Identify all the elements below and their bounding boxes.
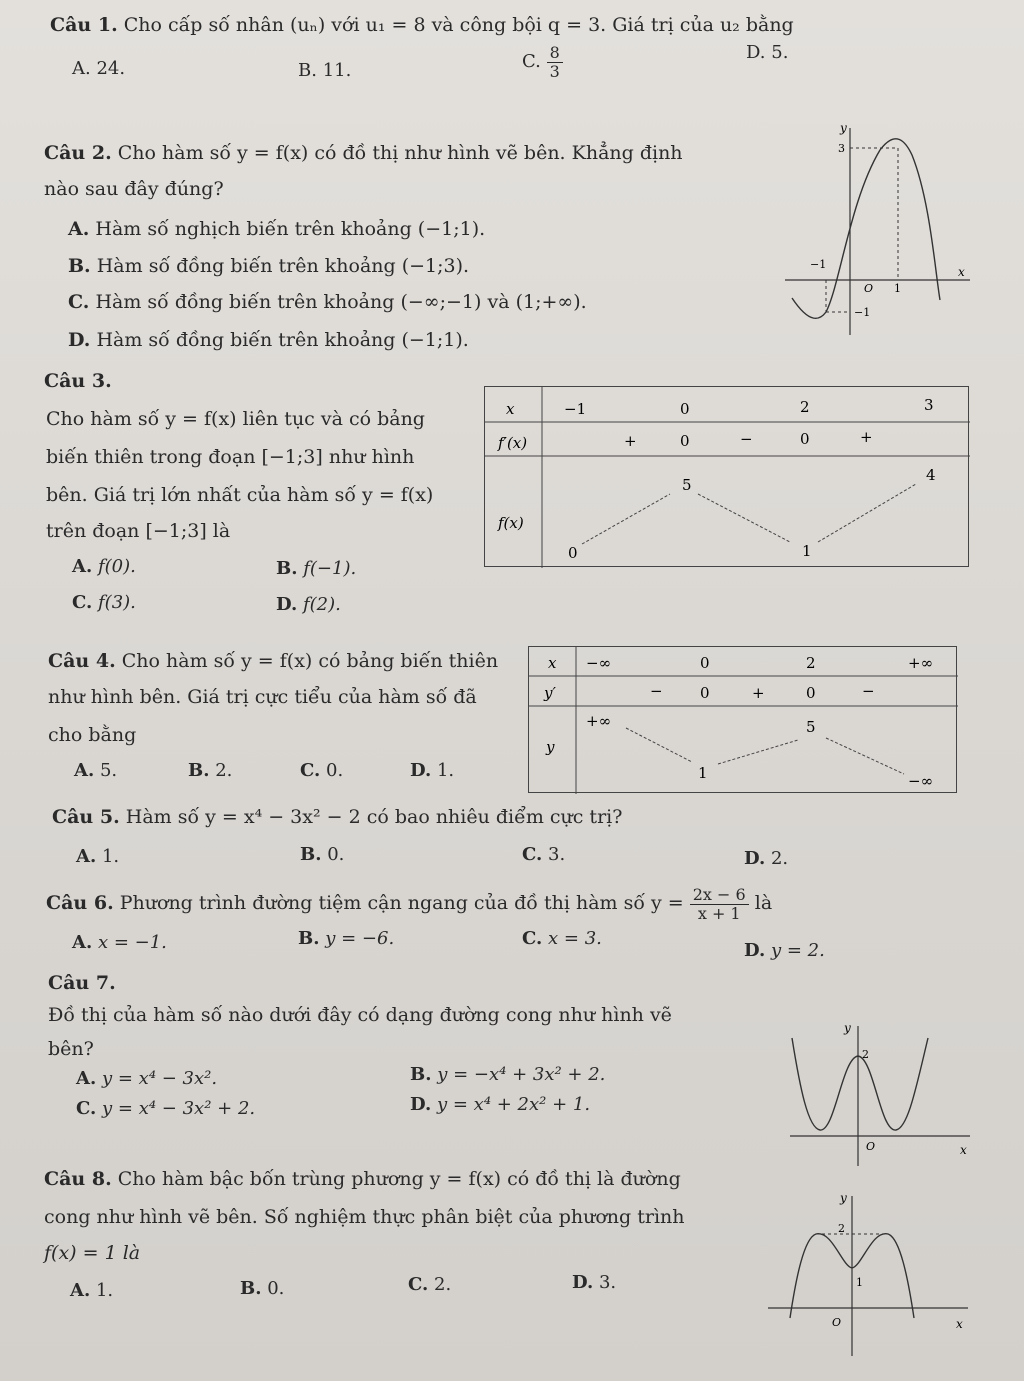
q3-sign-3: −: [740, 430, 753, 448]
q1-b-value: 11.: [322, 60, 352, 81]
q6-stem: Phương trình đường tiệm cận ngang của đồ thị hàm số y =: [119, 892, 684, 915]
q7-curve: [792, 1038, 928, 1130]
q5-d-text: 2.: [770, 848, 789, 869]
q6-num: 2x − 6: [690, 886, 749, 905]
q8-tick-1: 1: [856, 1276, 863, 1289]
q4-arrow-1: [626, 728, 692, 762]
q7-origin: O: [866, 1140, 876, 1153]
q4-x-3: 2: [806, 654, 816, 672]
q3-row-x: x: [506, 400, 515, 418]
q7-b-label: B.: [410, 1064, 432, 1085]
q2-stem-2: nào sau đây đúng?: [44, 178, 224, 200]
q3-d-text: f(2).: [302, 594, 341, 615]
q6-b-text: y = −6.: [325, 928, 395, 949]
q4-option-a[interactable]: [74, 760, 117, 781]
q8-option-a[interactable]: [70, 1280, 113, 1301]
q7-a-label: A.: [76, 1068, 97, 1089]
q8-option-c[interactable]: [408, 1274, 451, 1295]
q1-c-label: C.: [522, 51, 541, 73]
q7-option-d[interactable]: [410, 1094, 590, 1115]
q6-fraction: [690, 886, 749, 922]
q4-a-text: 5.: [99, 760, 118, 781]
q3-arrow-3: [818, 484, 916, 542]
q6-a-text: x = −1.: [97, 932, 167, 953]
q6-den: x + 1: [697, 903, 741, 923]
q5-a-label: A.: [76, 846, 97, 867]
q2-line1: [44, 142, 683, 164]
q3-sign-5: +: [860, 428, 873, 446]
q2-graph: [780, 120, 980, 340]
q4-c-text: 0.: [326, 760, 344, 781]
q2-d-text: Hàm số đồng biến trên khoảng (−1;1).: [96, 329, 469, 351]
q3-option-b[interactable]: [276, 558, 356, 579]
q4-arrow-3: [826, 738, 904, 774]
q8-a-label: A.: [70, 1280, 91, 1301]
q1-option-d[interactable]: [746, 42, 788, 63]
q7-tick-2: 2: [862, 1048, 869, 1061]
q4-option-b[interactable]: [188, 760, 232, 781]
q4-stem-2: như hình bên. Giá trị cực tiểu của hàm số đã: [48, 686, 477, 708]
q3-stem-4: trên đoạn [−1;3] là: [46, 520, 231, 542]
q3-val-3: 1: [802, 542, 812, 560]
q5-a-text: 1.: [101, 846, 120, 867]
q4-val-1: +∞: [586, 712, 612, 730]
q3-option-d[interactable]: [276, 594, 341, 615]
q8-d-label: D.: [572, 1272, 594, 1293]
q3-x-1: −1: [564, 400, 587, 418]
q2-tick-1: 1: [894, 282, 901, 295]
q8-b-text: 0.: [267, 1278, 285, 1299]
q2-tick-m1-x: −1: [810, 258, 827, 271]
q5-c-label: C.: [522, 844, 543, 865]
q3-val-2: 5: [682, 476, 692, 494]
q6-text: [46, 886, 772, 922]
q1-text: [50, 14, 794, 36]
q4-label: Câu 4.: [48, 650, 116, 672]
q5-text: [52, 806, 622, 828]
q1-option-a[interactable]: [72, 58, 125, 79]
q6-option-c[interactable]: [522, 928, 602, 949]
q2-tick-m1-y: −1: [854, 306, 871, 319]
q3-sign-1: +: [624, 432, 637, 450]
q3-arrow-1: [582, 494, 670, 544]
q4-d-label: D.: [410, 760, 432, 781]
q3-option-c[interactable]: [72, 592, 136, 613]
q3-val-4: 4: [926, 466, 936, 484]
q8-graph: [760, 1188, 980, 1358]
q4-option-c[interactable]: [300, 760, 343, 781]
q6-b-label: B.: [298, 928, 320, 949]
q8-option-d[interactable]: [572, 1272, 616, 1293]
q2-tick-3: 3: [838, 142, 845, 155]
q7-option-c[interactable]: [76, 1098, 255, 1119]
q4-row-x: x: [548, 654, 557, 672]
q3-row-f: f(x): [498, 514, 524, 532]
q2-option-b[interactable]: [68, 255, 469, 277]
q8-b-label: B.: [240, 1278, 262, 1299]
q6-label: Câu 6.: [46, 892, 114, 915]
q6-c-text: x = 3.: [548, 928, 602, 949]
q8-line1: [44, 1168, 681, 1190]
q3-option-a[interactable]: [72, 556, 136, 577]
q5-option-b[interactable]: [300, 844, 344, 865]
q2-y-label: y: [840, 121, 847, 135]
q7-d-text: y = x⁴ + 2x² + 1.: [436, 1094, 591, 1115]
q4-sign-4: 0: [806, 684, 816, 702]
q8-c-text: 2.: [434, 1274, 452, 1295]
q7-c-text: y = x⁴ − 3x² + 2.: [102, 1098, 256, 1119]
q2-c-text: Hàm số đồng biến trên khoảng (−∞;−1) và (1;+∞).: [95, 291, 587, 313]
q2-label: Câu 2.: [44, 142, 112, 164]
q3-b-text: f(−1).: [303, 558, 357, 579]
q5-c-text: 3.: [548, 844, 566, 865]
q4-row-yp: y′: [544, 684, 556, 702]
q4-x-2: 0: [700, 654, 710, 672]
q6-option-d[interactable]: [744, 940, 825, 961]
q2-option-d[interactable]: [68, 329, 469, 351]
q8-x-label: x: [956, 1317, 963, 1331]
q1-c-num: 8: [547, 44, 563, 63]
q4-sign-5: −: [862, 682, 875, 700]
q3-stem-2: biến thiên trong đoạn [−1;3] như hình: [46, 446, 415, 468]
q7-d-label: D.: [410, 1094, 432, 1115]
q5-option-a[interactable]: [76, 846, 119, 867]
q8-d-text: 3.: [598, 1272, 617, 1293]
q2-origin: O: [864, 282, 874, 295]
q8-stem-3: f(x) = 1 là: [44, 1242, 141, 1264]
q7-graph: [780, 1018, 980, 1168]
q3-sign-4: 0: [800, 430, 810, 448]
q2-a-text: Hàm số nghịch biến trên khoảng (−1;1).: [95, 218, 486, 240]
q4-x-1: −∞: [586, 654, 612, 672]
q3-x-2: 0: [680, 400, 690, 418]
q4-a-label: A.: [74, 760, 95, 781]
q7-option-a[interactable]: [76, 1068, 217, 1089]
q4-d-text: 1.: [436, 760, 455, 781]
q3-c-label: C.: [72, 592, 93, 613]
q3-arrow-2: [698, 494, 790, 542]
q2-x-label: x: [958, 265, 965, 279]
q1-option-c[interactable]: [522, 44, 563, 80]
q1-d-label: D.: [746, 42, 766, 63]
q4-val-2: 1: [698, 764, 708, 782]
q7-c-label: C.: [76, 1098, 97, 1119]
q7-y-label: y: [844, 1021, 851, 1035]
q3-variation-table: [484, 386, 970, 568]
q1-b-label: B.: [298, 60, 317, 81]
q3-sign-2: 0: [680, 432, 690, 450]
q1-a-value: 24.: [96, 58, 126, 79]
q8-a-text: 1.: [95, 1280, 114, 1301]
q3-row-fp: f′(x): [498, 434, 528, 452]
q6-c-label: C.: [522, 928, 543, 949]
q2-b-label: B.: [68, 255, 91, 277]
q8-c-label: C.: [408, 1274, 429, 1295]
q5-d-label: D.: [744, 848, 766, 869]
q4-variation-table: [528, 646, 958, 794]
q5-option-c[interactable]: [522, 844, 565, 865]
q7-x-label: x: [960, 1143, 967, 1157]
q4-c-label: C.: [300, 760, 321, 781]
q5-b-text: 0.: [327, 844, 345, 865]
q8-option-b[interactable]: [240, 1278, 284, 1299]
q8-stem-2: cong như hình vẽ bên. Số nghiệm thực phân biệt của phương trình: [44, 1206, 685, 1228]
q3-stem-3: bên. Giá trị lớn nhất của hàm số y = f(x): [46, 484, 434, 506]
q4-sign-1: −: [650, 682, 663, 700]
q1-option-b[interactable]: [298, 60, 351, 81]
q4-val-3: 5: [806, 718, 816, 736]
q3-x-4: 3: [924, 396, 934, 414]
q2-a-label: A.: [68, 218, 90, 240]
q3-val-1: 0: [568, 544, 578, 562]
q1-a-label: A.: [72, 58, 91, 79]
q8-origin: O: [832, 1316, 842, 1329]
q4-b-text: 2.: [215, 760, 233, 781]
q3-stem-1: Cho hàm số y = f(x) liên tục và có bảng: [46, 408, 425, 430]
q4-val-4: −∞: [908, 772, 934, 790]
q4-stem-1: Cho hàm số y = f(x) có bảng biến thiên: [121, 650, 499, 672]
q4-sign-2: 0: [700, 684, 710, 702]
q8-stem-1: Cho hàm bậc bốn trùng phương y = f(x) có đồ thị là đường: [117, 1168, 681, 1190]
q3-b-label: B.: [276, 558, 298, 579]
q6-option-a[interactable]: [72, 932, 167, 953]
q2-c-label: C.: [68, 291, 90, 313]
q5-b-label: B.: [300, 844, 322, 865]
q2-option-a[interactable]: [68, 218, 485, 240]
q8-y-label: y: [840, 1191, 847, 1205]
q2-option-c[interactable]: [68, 291, 587, 313]
q7-stem-1: Đồ thị của hàm số nào dưới đây có dạng đường cong như hình vẽ: [48, 1004, 672, 1026]
q5-label: Câu 5.: [52, 806, 120, 828]
q5-option-d[interactable]: [744, 848, 788, 869]
q6-tail: là: [754, 892, 773, 915]
q3-table-border: [485, 387, 969, 567]
q3-d-label: D.: [276, 594, 298, 615]
q8-label: Câu 8.: [44, 1168, 112, 1190]
q3-a-label: A.: [72, 556, 93, 577]
q5-stem: Hàm số y = x⁴ − 3x² − 2 có bao nhiêu điểm cực trị?: [125, 806, 623, 828]
q3-a-text: f(0).: [97, 556, 136, 577]
q3-label: Câu 3.: [44, 370, 112, 392]
q1-stem: Cho cấp số nhân (uₙ) với u₁ = 8 và công bội q = 3. Giá trị của u₂ bằng: [123, 14, 794, 36]
q4-line1: [48, 650, 498, 672]
q7-stem-2: bên?: [48, 1038, 94, 1060]
q7-label: Câu 7.: [48, 972, 116, 994]
q2-d-label: D.: [68, 329, 91, 351]
q4-arrow-2: [718, 740, 798, 764]
q6-a-label: A.: [72, 932, 93, 953]
q7-b-text: y = −x⁴ + 3x² + 2.: [437, 1064, 606, 1085]
q1-d-value: 5.: [771, 42, 789, 63]
q2-stem-1: Cho hàm số y = f(x) có đồ thị như hình vẽ bên. Khẳng định: [117, 142, 683, 164]
q4-b-label: B.: [188, 760, 210, 781]
q4-row-y: y: [546, 738, 555, 756]
q1-c-fraction: [547, 44, 563, 80]
q1-label: Câu 1.: [50, 14, 118, 36]
q4-option-d[interactable]: [410, 760, 454, 781]
q7-option-b[interactable]: [410, 1064, 605, 1085]
q4-x-4: +∞: [908, 654, 934, 672]
q6-d-text: y = 2.: [770, 940, 825, 961]
q7-a-text: y = x⁴ − 3x².: [101, 1068, 218, 1089]
q2-b-text: Hàm số đồng biến trên khoảng (−1;3).: [96, 255, 470, 277]
q4-sign-3: +: [752, 684, 765, 702]
q6-option-b[interactable]: [298, 928, 394, 949]
q3-c-text: f(3).: [98, 592, 136, 613]
q8-tick-2: 2: [838, 1222, 845, 1235]
q4-stem-3: cho bằng: [48, 724, 137, 746]
q3-x-3: 2: [800, 398, 810, 416]
q6-d-label: D.: [744, 940, 766, 961]
q1-c-den: 3: [549, 61, 560, 81]
